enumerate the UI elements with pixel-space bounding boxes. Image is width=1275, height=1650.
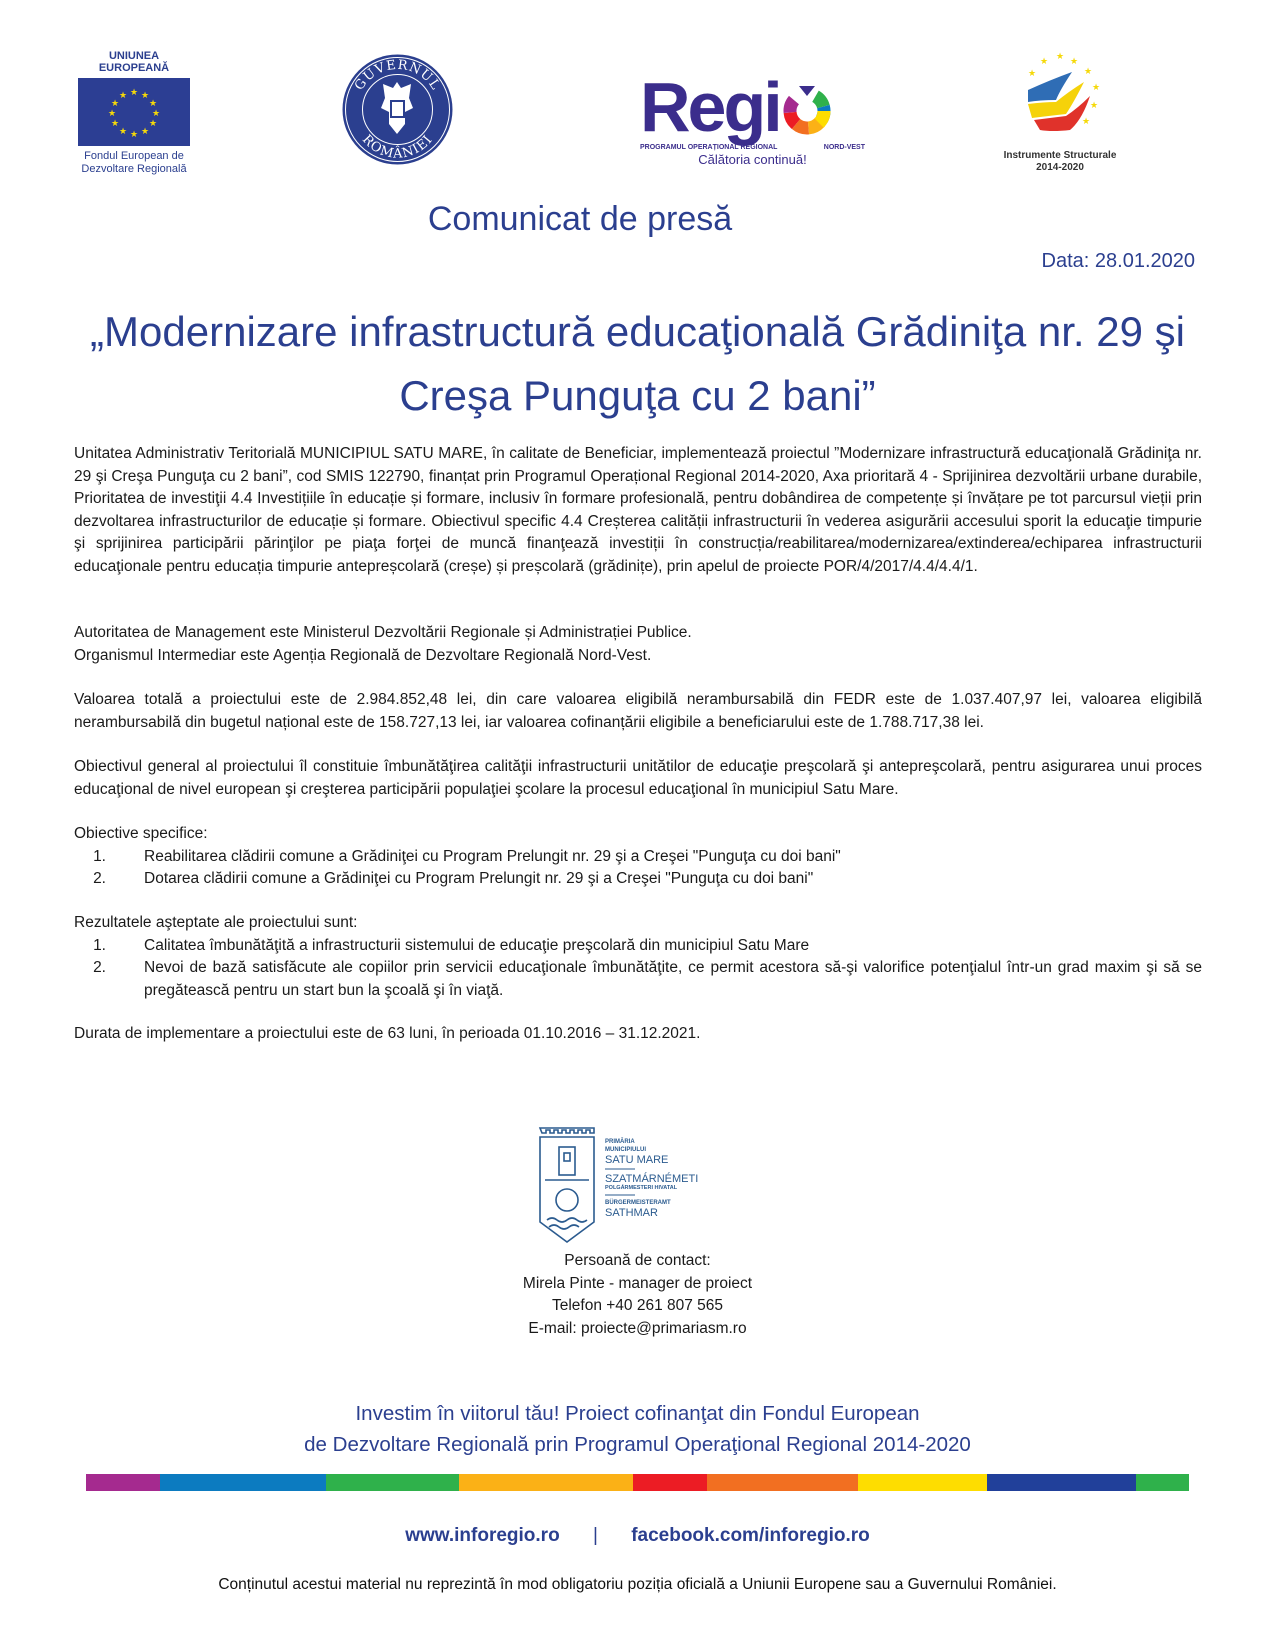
slogan-line-2: de Dezvoltare Regională prin Programul Operaţional Regional 2014-2020 — [304, 1433, 971, 1456]
crest-line3: SATU MARE — [605, 1154, 669, 1166]
svg-text:★: ★ — [148, 99, 158, 109]
color-bar-segment — [86, 1474, 160, 1491]
regio-color-bar — [86, 1474, 1189, 1491]
contact-email[interactable]: E-mail: proiecte@primariasm.ro — [528, 1319, 747, 1337]
specific-objectives-section — [74, 823, 1202, 891]
press-release-label: Comunicat de presă — [427, 200, 733, 238]
list-item-number: 1. — [93, 936, 106, 954]
eu-caption-bottom-1: Fondul European de — [84, 150, 184, 162]
gov-text-top: GUVERNUL — [352, 57, 444, 94]
funding-slogan — [0, 1398, 1275, 1460]
crest-line6: BÜRGERMEISTERAMT — [605, 1200, 671, 1206]
crest-line2: MUNICIPIULUI — [605, 1147, 646, 1153]
svg-text:★: ★ — [110, 99, 120, 109]
svg-text:★: ★ — [107, 109, 117, 119]
crest-line1: PRIMĂRIA — [605, 1139, 635, 1145]
inforegio-website-link[interactable]: www.inforegio.ro — [405, 1525, 560, 1546]
regio-program-label: PROGRAMUL OPERAȚIONAL REGIONAL — [640, 144, 778, 151]
structural-instruments-globe-icon — [1010, 50, 1110, 145]
list-item-number: 2. — [93, 959, 106, 976]
crest-line7: SATHMAR — [605, 1207, 658, 1219]
color-bar-segment — [633, 1474, 707, 1491]
svg-text:★: ★ — [129, 130, 139, 140]
managing-authority: Autoritatea de Management este Ministerul Dezvoltării Regionale și Administrației Publice. — [74, 624, 692, 641]
satu-mare-city-hall-logo — [535, 1125, 715, 1245]
slogan-line-1: Investim în viitorul tău! Proiect cofinanţat din Fondul European — [355, 1402, 920, 1425]
svg-text:★: ★ — [1039, 57, 1049, 67]
svg-text:★: ★ — [1069, 57, 1079, 67]
authorities-paragraph — [74, 622, 1202, 667]
structural-instruments-caption-2: 2014-2020 — [1036, 162, 1084, 173]
expected-results-list — [74, 935, 1202, 1003]
regio-region-label: NORD-VEST — [823, 144, 865, 151]
color-bar-segment — [326, 1474, 460, 1491]
contact-block — [0, 1250, 1275, 1340]
expected-results-section — [74, 912, 1202, 1002]
svg-text:★: ★ — [1091, 83, 1101, 93]
contact-label: Persoană de contact: — [564, 1252, 711, 1269]
crest-line5: POLGÁRMESTERI HIVATAL — [605, 1185, 678, 1191]
project-title: „Modernizare infrastructură educaţională Grădiniţa nr. 29 şi Creşa Punguţa cu 2 bani” — [90, 308, 1185, 419]
structural-instruments-caption-1: Instrumente Structurale — [1003, 150, 1117, 161]
intermediate-body: Organismul Intermediar este Agenția Regională de Dezvoltare Regională Nord-Vest. — [74, 646, 652, 664]
list-item-text: Dotarea clădirii comune a Grădiniţei cu Program Prelungit nr. 29 şi a Creşei "Punguţa cu doi bani" — [144, 870, 814, 887]
list-item-text: Nevoi de bază satisfăcute ale copiilor prin servicii educaţionale îmbunătăţite, ce permit acestora să-şi valorifice potenţialul într-un grad maxim şi să se pregătească pentru un start bun la şcoală şi în viaţă. — [144, 959, 1202, 999]
specific-objectives-list — [74, 846, 1202, 891]
svg-text:★: ★ — [129, 88, 139, 98]
eu-flag-icon — [78, 78, 190, 146]
regio-subtitle — [640, 144, 865, 151]
list-item — [74, 846, 1202, 869]
footer-links — [0, 1525, 1275, 1547]
link-separator: | — [592, 1525, 598, 1546]
svg-text:★: ★ — [148, 119, 158, 129]
disclaimer: Conținutul acestui material nu reprezintă în mod obligatoriu poziția oficială a Uniunii Europene sau a Guvernului României. — [218, 1576, 1057, 1593]
eu-caption-bottom-2: Dezvoltare Regională — [81, 163, 187, 175]
svg-text:★: ★ — [118, 91, 128, 101]
color-bar-segment — [160, 1474, 325, 1491]
romanian-coat-of-arms-icon — [340, 52, 455, 167]
svg-text:★: ★ — [140, 91, 150, 101]
svg-text:★: ★ — [1083, 67, 1093, 77]
list-item — [74, 868, 1202, 891]
svg-text:★: ★ — [1055, 52, 1065, 62]
svg-text:★: ★ — [1027, 69, 1037, 79]
expected-results-heading: Rezultatele aşteptate ale proiectului sunt: — [74, 914, 358, 931]
regio-color-wheel-icon — [782, 86, 832, 136]
gov-text-bottom: ROMÂNIEI — [358, 132, 436, 162]
eu-stars-icon — [78, 78, 190, 146]
svg-text:★: ★ — [110, 119, 120, 129]
regio-tagline: Călătoria continuă! — [698, 152, 807, 167]
eu-caption-top: UNIUNEA EUROPEANĂ — [98, 50, 170, 74]
regio-wordmark: Regi — [640, 68, 780, 146]
svg-text:★: ★ — [140, 127, 150, 137]
specific-objectives-heading: Obiective specifice: — [74, 825, 208, 842]
svg-text:★: ★ — [151, 109, 161, 119]
inforegio-facebook-link[interactable]: facebook.com/inforegio.ro — [631, 1525, 870, 1546]
regio-logo — [640, 68, 880, 172]
svg-text:★: ★ — [1081, 117, 1091, 127]
crest-line4: SZATMÁRNÉMETI — [605, 1173, 699, 1185]
color-bar-segment — [1136, 1474, 1189, 1491]
svg-text:★: ★ — [1089, 101, 1099, 111]
color-bar-segment — [459, 1474, 633, 1491]
contact-phone: Telefon +40 261 807 565 — [551, 1297, 724, 1314]
budget-paragraph: Valoarea totală a proiectului este de 2.984.852,48 lei, din care valoarea eligibilă nerambursabilă din FEDR este de 1.037.407,97 lei, valoarea eligibilă nerambursabilă din bugetul național este de 158.727,13 lei, iar valoarea cofinanțării eligibile a beneficiarului este de 1.788.717,38 lei. — [74, 691, 1202, 731]
color-bar-segment — [707, 1474, 858, 1491]
duration-paragraph: Durata de implementare a proiectului este de 63 luni, în perioada 01.10.2016 – 31.12.2021. — [74, 1025, 701, 1042]
list-item-text: Reabilitarea clădirii comune a Grădiniţei cu Program Prelungit nr. 29 şi a Creşei "Punguţa cu doi bani" — [144, 847, 841, 865]
intro-paragraph: Unitatea Administrativ Teritorială MUNICIPIUL SATU MARE, în calitate de Beneficiar, implementează proiectul ”Modernizare infrastructură educaţională Grădiniţa nr. 29 şi Creşa Punguţa cu 2 bani”, cod SMIS 122790, finanțat prin Programul Operațional Regional 2014-2020, Axa prioritară 4 - Sprijinirea dezvoltării urbane durabile, Prioritatea de investiţii 4.4 Investițiile în educație și formare, inclusiv în formare profesională, pentru dobândirea de competențe și învățare pe tot parcursul vieții prin dezvoltarea infrastructurilor de educație și formare. Obiectivul specific 4.4 Creșterea calității infrastructurii în vederea asigurării accesului sporit la educaţie timpurie şi sprijinirea participării părinţilor pe piaţa forţei de muncă finanţează investiții în construcția/reabilitarea/modernizarea/extinderea/echiparea infrastructurii educaţionale pentru educația timpurie antepreșcolară (creșe) și preșcolară (grădinițe), prin apelul de proiecte POR/4/2017/4.4/4.4/1. — [74, 445, 1202, 575]
color-bar-segment — [858, 1474, 987, 1491]
color-bar-segment — [987, 1474, 1135, 1491]
list-item-text: Calitatea îmbunătăţită a infrastructurii sistemului de educaţie preşcolară din municipiul Satu Mare — [144, 936, 810, 954]
structural-instruments-logo — [990, 50, 1130, 174]
general-objective-paragraph: Obiectivul general al proiectului îl constituie îmbunătăţirea calităţii infrastructurii unitătilor de educaţie preşcolară şi antepreşcolară, pentru asigurarea unui proces educaţional de nivel european şi creşterea participării populaţiei şcolare la procesul educaţional în municipiul Satu Mare. — [74, 758, 1202, 798]
eu-logo — [74, 50, 194, 176]
svg-text:★: ★ — [118, 127, 128, 137]
list-item — [74, 957, 1202, 1002]
list-item — [74, 935, 1202, 958]
list-item-number: 1. — [93, 847, 106, 865]
contact-name: Mirela Pinte - manager de proiect — [522, 1274, 753, 1292]
list-item-number: 2. — [93, 870, 106, 887]
press-release-date: Data: 28.01.2020 — [1041, 250, 1195, 272]
government-seal-logo — [340, 52, 455, 167]
satu-mare-crest-icon — [535, 1125, 715, 1245]
